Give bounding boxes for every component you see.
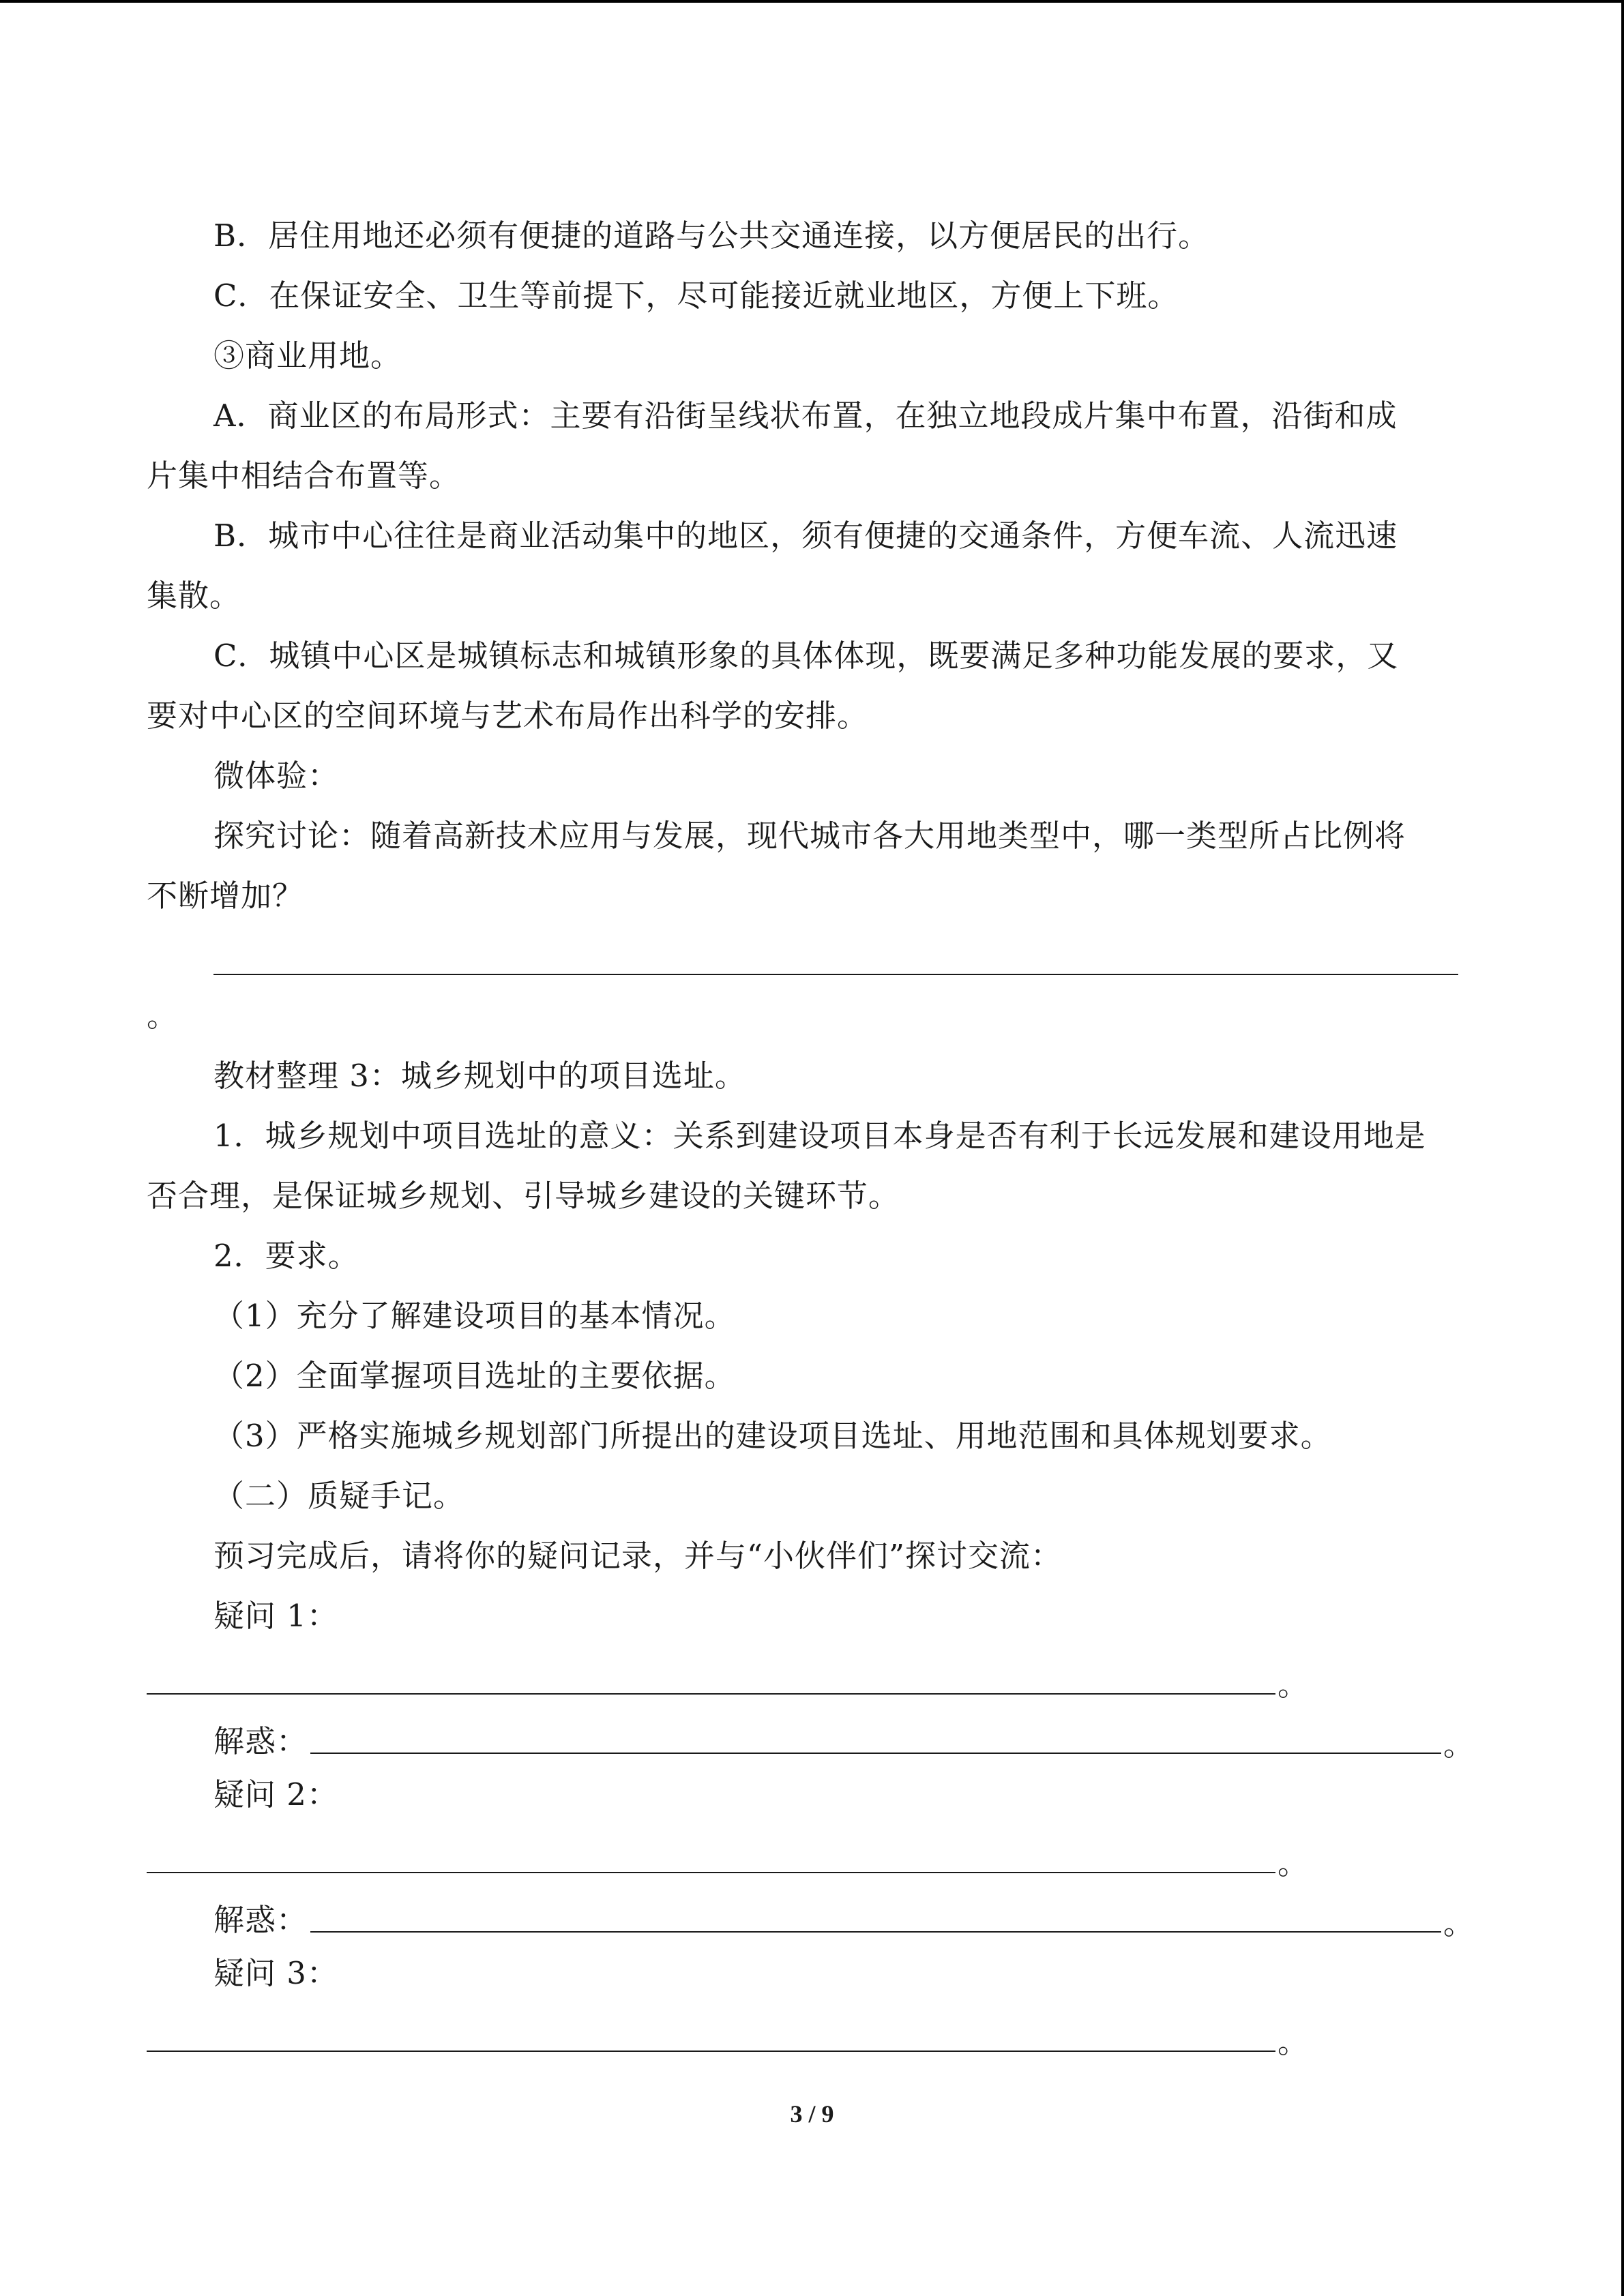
period-mark: 。	[1443, 1905, 1475, 1941]
answer-label: 解惑：	[213, 1723, 308, 1759]
text-line: （二）质疑手记。	[213, 1478, 465, 1514]
period-mark: 。	[1278, 1667, 1309, 1703]
text-line: 要对中心区的空间环境与艺术布局作出科学的安排。	[147, 698, 869, 734]
text-line: 否合理，是保证城乡规划、引导城乡建设的关键环节。	[147, 1178, 900, 1214]
text-line: （2）全面掌握项目选址的主要依据。	[213, 1358, 736, 1394]
text-line: 。	[147, 998, 179, 1034]
text-line: 微体验：	[213, 758, 340, 794]
text-line: 2．要求。	[213, 1238, 359, 1274]
page-right-border	[1621, 0, 1624, 2296]
text-line: （1）充分了解建设项目的基本情况。	[213, 1298, 736, 1334]
answer-blank-line[interactable]	[213, 974, 1458, 975]
text-line: C．在保证安全、卫生等前提下，尽可能接近就业地区，方便上下班。	[213, 278, 1179, 314]
text-line: B．城市中心往往是商业活动集中的地区，须有便捷的交通条件，方便车流、人流迅速	[213, 518, 1398, 554]
text-line: ③商业用地。	[213, 338, 402, 374]
text-line: 集散。	[147, 578, 241, 614]
answer-blank-line[interactable]	[310, 1931, 1441, 1933]
text-line: 1．城乡规划中项目选址的意义：关系到建设项目本身是否有利于长远发展和建设用地是	[213, 1118, 1426, 1154]
question-label: 疑问 1：	[213, 1598, 338, 1634]
question-blank-line[interactable]	[147, 1693, 1275, 1695]
answer-blank-line[interactable]	[310, 1753, 1441, 1754]
period-mark: 。	[1278, 1845, 1309, 1881]
text-line: 预习完成后，请将你的疑问记录，并与“小伙伴们”探讨交流：	[213, 1538, 1063, 1574]
question-blank-line[interactable]	[147, 2051, 1275, 2052]
text-line: A．商业区的布局形式：主要有沿街呈线状布置，在独立地段成片集中布置，沿街和成	[213, 398, 1398, 434]
answer-label: 解惑：	[213, 1902, 308, 1938]
text-line: 片集中相结合布置等。	[147, 458, 461, 494]
text-line: 探究讨论：随着高新技术应用与发展，现代城市各大用地类型中，哪一类型所占比例将	[213, 818, 1406, 854]
text-line: C．城镇中心区是城镇标志和城镇形象的具体体现，既要满足多种功能发展的要求，又	[213, 638, 1399, 674]
text-line: B．居住用地还必须有便捷的道路与公共交通连接，以方便居民的出行。	[213, 218, 1210, 254]
text-line: 教材整理 3：城乡规划中的项目选址。	[213, 1058, 746, 1094]
text-line: （3）严格实施城乡规划部门所提出的建设项目选址、用地范围和具体规划要求。	[213, 1418, 1332, 1454]
question-label: 疑问 3：	[213, 1955, 338, 1991]
period-mark: 。	[1278, 2024, 1309, 2060]
period-mark: 。	[1443, 1727, 1475, 1763]
question-blank-line[interactable]	[147, 1872, 1275, 1873]
page-top-border	[0, 0, 1624, 3]
page-number: 3 / 9	[790, 2100, 834, 2128]
question-label: 疑问 2：	[213, 1776, 338, 1813]
text-line: 不断增加？	[147, 878, 304, 914]
